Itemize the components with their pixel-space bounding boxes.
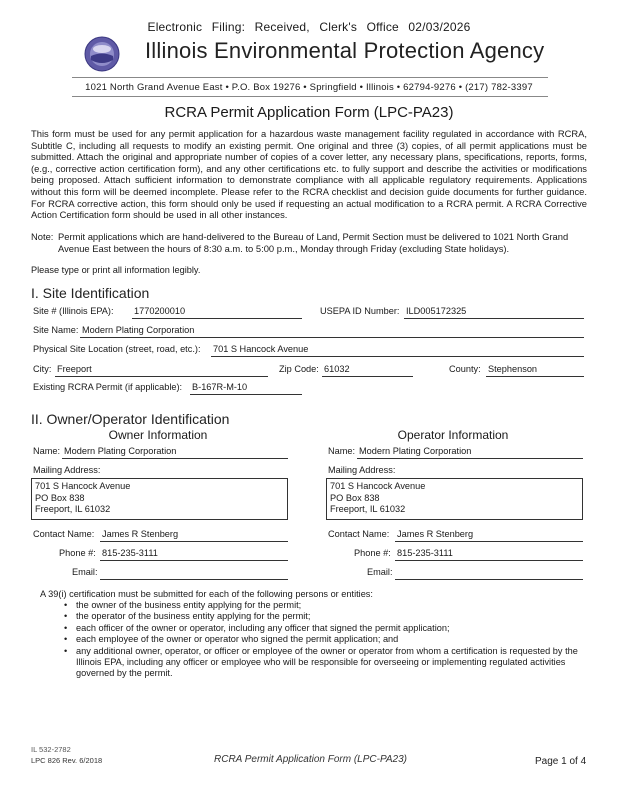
footer-form-name: RCRA Permit Application Form (LPC-PA23)	[214, 754, 408, 765]
existing-permit-label: Existing RCRA Permit (if applicable):	[33, 382, 183, 392]
owner-name-label: Name:	[33, 446, 61, 456]
zip-code-field[interactable]: 61032	[324, 364, 350, 374]
owner-name-underline	[62, 458, 288, 459]
operator-address-line: PO Box 838	[330, 492, 380, 503]
owner-contact-field[interactable]: James R Stenberg	[102, 529, 179, 539]
site-number-label: Site # (Illinois EPA):	[33, 306, 114, 316]
site-location-underline	[211, 356, 584, 357]
city-underline	[55, 376, 268, 377]
owner-name-field[interactable]: Modern Plating Corporation	[64, 446, 177, 456]
header-divider-bottom	[72, 96, 548, 97]
site-number-field[interactable]: 1770200010	[134, 306, 186, 316]
existing-permit-underline	[190, 394, 302, 395]
county-underline	[486, 376, 584, 377]
county-field[interactable]: Stephenson	[488, 364, 538, 374]
usepa-id-field[interactable]: ILD005172325	[406, 306, 467, 316]
site-name-label: Site Name:	[33, 325, 79, 335]
operator-contact-label: Contact Name:	[328, 529, 390, 539]
owner-mailing-address-field[interactable]	[31, 478, 288, 520]
operator-email-underline	[395, 579, 583, 580]
instruction-text: Please type or print all information legibly.	[31, 265, 201, 275]
operator-address-line: Freeport, IL 61032	[330, 504, 406, 515]
operator-contact-underline	[395, 541, 583, 542]
owner-operator-heading: II. Owner/Operator Identification	[31, 411, 230, 427]
owner-phone-label: Phone #:	[59, 548, 96, 558]
zip-code-underline	[322, 376, 413, 377]
site-location-field[interactable]: 701 S Hancock Avenue	[213, 344, 309, 354]
agency-address: 1021 North Grand Avenue East • P.O. Box 19276 • Springfield • Illinois • 62794-9276 • (217) 782-3397	[85, 82, 533, 93]
usepa-id-label: USEPA ID Number:	[320, 306, 400, 316]
operator-mailing-label: Mailing Address:	[328, 465, 396, 475]
filing-stamp: Electronic Filing: Received, Clerk's Office 02/03/2026	[147, 20, 471, 34]
operator-information-heading: Operator Information	[397, 428, 509, 442]
owner-email-underline	[100, 579, 288, 580]
usepa-id-underline	[404, 318, 584, 319]
owner-address-line: PO Box 838	[35, 492, 85, 503]
intro-paragraph: This form must be used for any permit application for a hazardous waste management facility regulated in accordance with RCRA, Subtitle C, including all requests to modify an existing permit. One original and three (3) copies, of all permit applications must be submitted. Attach the original and appropriate number of copies of a cover letter, any necessary plans, specifications, reports, forms, (e.g., corrective action certification form), and any other certifications etc. to fully support and describe the activities or modifications being proposed. Attach sufficient information to demonstrate compliance with all applicable regulatory requirements. Applications without this form will be deemed incomplete. Please refer to the RCRA checklist and decision guide documents for further guidance. For RCRA corrective action, this form should only be used if requesting an actual modification to a RCRA permit. A RCRA Corrective Action Certification form should be used in all other instances.	[31, 128, 587, 221]
existing-permit-field[interactable]: B-167R-M-10	[192, 382, 248, 392]
certification-intro: A 39(i) certification must be submitted for each of the following persons or entities:	[40, 589, 373, 599]
agency-name: Illinois Environmental Protection Agency	[145, 38, 545, 63]
operator-phone-label: Phone #:	[354, 548, 391, 558]
form-revision: LPC 826 Rev. 6/2018	[31, 756, 103, 765]
operator-name-underline	[357, 458, 583, 459]
list-item: • any additional owner, operator, or officer or employee of the owner or operator from whom a certification is requested by the Illinois EPA, including any officer or employee who will be responsible for overseeing or implementing regulated activities governed by the permit.	[64, 646, 584, 680]
operator-mailing-address-field[interactable]	[326, 478, 583, 520]
owner-mailing-label: Mailing Address:	[33, 465, 101, 475]
owner-contact-label: Contact Name:	[33, 529, 95, 539]
note-label: Note:	[31, 231, 54, 242]
site-name-underline	[80, 337, 584, 338]
county-label: County:	[449, 364, 481, 374]
zip-code-label: Zip Code:	[279, 364, 319, 374]
list-item: • each officer of the owner or operator, including any officer that signed the permit application;	[64, 623, 584, 634]
form-title: RCRA Permit Application Form (LPC-PA23)	[164, 104, 454, 121]
site-identification-heading: I. Site Identification	[31, 285, 150, 301]
operator-contact-field[interactable]: James R Stenberg	[397, 529, 474, 539]
note-text: Permit applications which are hand-delivered to the Bureau of Land, Permit Section must be delivered to 1021 North Grand Avenue East between the hours of 8:30 a.m. to 5:00 p.m., Monday through Friday (excluding State holidays).	[58, 231, 569, 254]
certification-list	[64, 600, 584, 680]
operator-phone-underline	[395, 560, 583, 561]
illinois-epa-seal-icon	[84, 36, 120, 72]
city-label: City:	[33, 364, 52, 374]
operator-email-label: Email:	[367, 567, 393, 577]
list-item: • each employee of the owner or operator who signed the permit application; and	[64, 634, 584, 645]
operator-name-label: Name:	[328, 446, 356, 456]
site-number-underline	[132, 318, 302, 319]
header-divider-top	[72, 77, 548, 78]
operator-phone-field[interactable]: 815-235-3111	[397, 548, 453, 558]
owner-phone-field[interactable]: 815-235-3111	[102, 548, 158, 558]
owner-address-line: Freeport, IL 61032	[35, 504, 111, 515]
owner-information-heading: Owner Information	[108, 428, 208, 442]
page-number: Page 1 of 4	[535, 756, 587, 767]
site-location-label: Physical Site Location (street, road, etc.):	[33, 344, 201, 354]
city-field[interactable]: Freeport	[57, 364, 92, 374]
list-item: • the owner of the business entity applying for the permit;	[64, 600, 584, 611]
owner-phone-underline	[100, 560, 288, 561]
owner-email-label: Email:	[72, 567, 98, 577]
list-item: • the operator of the business entity applying for the permit;	[64, 611, 584, 622]
site-name-field[interactable]: Modern Plating Corporation	[82, 325, 195, 335]
operator-address-line: 701 S Hancock Avenue	[330, 481, 426, 491]
owner-address-line: 701 S Hancock Avenue	[35, 481, 131, 491]
owner-contact-underline	[100, 541, 288, 542]
operator-name-field[interactable]: Modern Plating Corporation	[359, 446, 472, 456]
form-code: IL 532-2782	[31, 745, 71, 754]
